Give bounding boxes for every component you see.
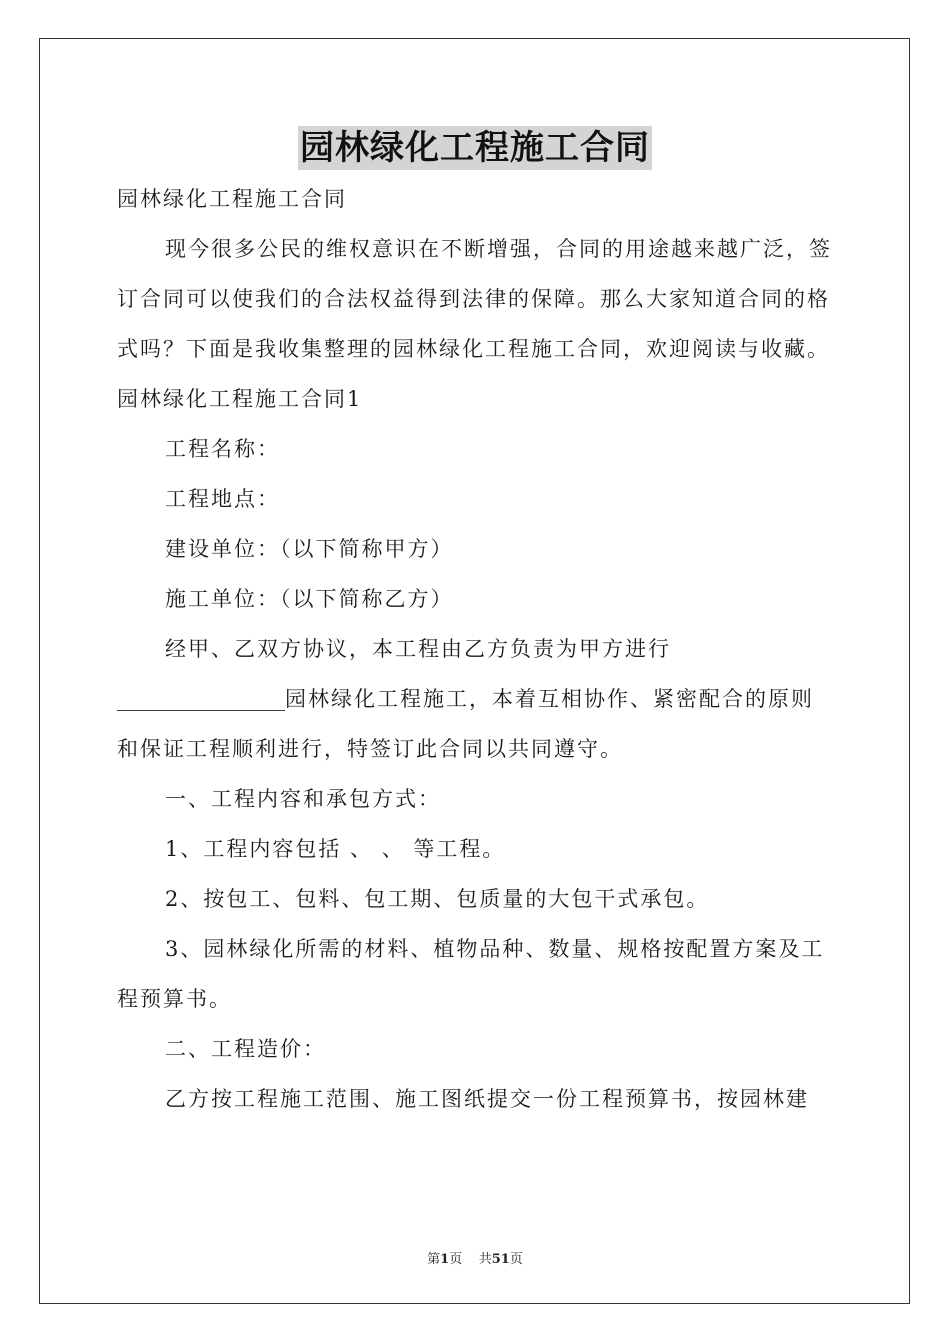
clause-2-heading: 二、工程造价： <box>165 1037 326 1061</box>
field-project-location: 工程地点： <box>165 487 280 511</box>
document-subtitle: 园林绿化工程施工合同 <box>117 187 347 211</box>
footer-page-number: 1 <box>440 1252 450 1267</box>
clause-2-text: 乙方按工程施工范围、施工图纸提交一份工程预算书，按园林建 <box>165 1087 809 1111</box>
footer-page-suffix: 页 <box>449 1252 463 1267</box>
clause-1-item-3: 3、园林绿化所需的材料、植物品种、数量、规格按配置方案及工程预算书。 <box>117 937 825 1011</box>
agreement-paragraph <box>117 624 833 774</box>
field-contractor-unit: 施工单位：（以下简称乙方） <box>165 587 454 611</box>
agreement-text-post: 园林绿化工程施工，本着互相协作、紧密配合的原则和保证工程顺利进行，特签订此合同以共同遵守。 <box>117 687 814 761</box>
intro-paragraph: 现今很多公民的维权意识在不断增强，合同的用途越来越广泛，签订合同可以使我们的合法权益得到法律的保障。那么大家知道合同的格式吗？下面是我收集整理的园林绿化工程施工合同，欢迎阅读与收藏。 <box>117 237 832 361</box>
document-title-text: 园林绿化工程施工合同 <box>300 128 650 168</box>
page-footer <box>0 1248 950 1267</box>
agreement-blank: ________________ <box>117 687 285 711</box>
clause-1-heading: 一、工程内容和承包方式： <box>165 787 441 811</box>
section-heading: 园林绿化工程施工合同1 <box>117 387 363 411</box>
document-title <box>0 126 950 170</box>
footer-page-prefix: 第 <box>427 1252 441 1267</box>
footer-total-suffix: 页 <box>509 1252 523 1267</box>
field-construction-unit: 建设单位：（以下简称甲方） <box>165 537 454 561</box>
footer-total-prefix: 共 <box>478 1252 492 1267</box>
document-body <box>117 174 833 1124</box>
field-project-name: 工程名称： <box>165 437 280 461</box>
agreement-text-pre: 经甲、乙双方协议，本工程由乙方负责为甲方进行 <box>165 637 671 661</box>
footer-total-pages: 51 <box>491 1252 510 1267</box>
clause-1-item-1: 1、工程内容包括 、 、 等工程。 <box>165 837 506 861</box>
clause-1-item-2: 2、按包工、包料、包工期、包质量的大包干式承包。 <box>165 887 710 911</box>
